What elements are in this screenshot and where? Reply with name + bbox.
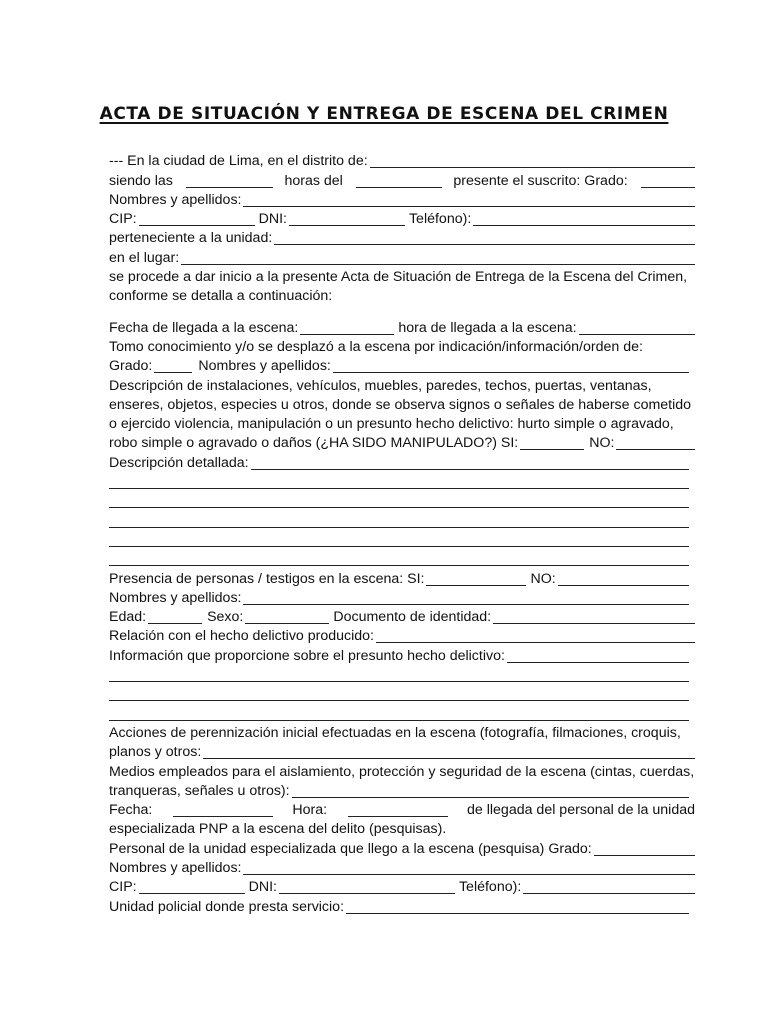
label-nombres-orden: Nombres y apellidos:	[198, 358, 331, 375]
field-telefono-pesquisa[interactable]	[523, 892, 695, 894]
field-documento[interactable]	[493, 622, 695, 624]
line-procede-1	[109, 267, 695, 286]
blank-line	[109, 684, 695, 703]
field-informacion-cont[interactable]	[109, 700, 689, 701]
line-desc-3	[109, 414, 695, 433]
text-acciones-1: Acciones de perennización inicial efectuadas en la escena (fotografía, filmaciones, croquis,	[109, 724, 681, 741]
label-medios-2: tranqueras, señales u otros):	[109, 782, 290, 799]
line-desc-2	[109, 395, 695, 414]
field-distrito[interactable]	[370, 166, 695, 168]
field-desc-detallada-cont[interactable]	[109, 507, 689, 508]
text-procede-2: conforme se detalla a continuación:	[109, 288, 333, 305]
label-distrito: --- En la ciudad de Lima, en el distrito de:	[109, 153, 368, 170]
label-hora: Hora:	[292, 802, 328, 819]
blank-line	[109, 549, 695, 568]
text-desc-1: Descripción de instalaciones, vehículos, muebles, paredes, techos, puertas, ventanas,	[109, 377, 652, 394]
field-dni-pesquisa[interactable]	[279, 892, 455, 894]
field-unidad[interactable]	[274, 243, 695, 245]
label-desc-detallada: Descripción detallada:	[109, 454, 249, 471]
field-grado-suscrito[interactable]	[641, 186, 695, 188]
label-fecha: Fecha:	[109, 802, 153, 819]
field-desc-detallada-cont[interactable]	[109, 565, 689, 566]
line-intro	[109, 151, 695, 170]
line-medios-1	[109, 761, 695, 780]
field-informacion[interactable]	[507, 661, 689, 663]
text-medios-1: Medios empleados para el aislamiento, protección y seguridad de la escena (cintas, cuerdas,	[109, 763, 695, 780]
field-manipulado-no[interactable]	[616, 448, 695, 450]
label-presencia-no: NO:	[530, 570, 556, 587]
field-nombres-suscrito[interactable]	[243, 205, 695, 207]
line-presencia	[109, 568, 695, 587]
spacer	[109, 305, 695, 317]
field-desc-detallada-cont[interactable]	[109, 488, 689, 489]
label-presente-grado: presente el suscrito: Grado:	[453, 172, 628, 189]
line-desc-1	[109, 375, 695, 394]
document-title	[0, 104, 768, 124]
label-cip-pesquisa: CIP:	[109, 879, 137, 896]
blank-line	[109, 665, 695, 684]
line-relacion	[109, 626, 695, 645]
line-personal	[109, 838, 695, 857]
line-unidad	[109, 228, 695, 247]
line-nombres-1	[109, 190, 695, 209]
line-edad-sexo	[109, 607, 695, 626]
field-cip-suscrito[interactable]	[139, 224, 255, 226]
label-en-el-lugar: en el lugar:	[109, 249, 180, 266]
label-informacion: Información que proporcione sobre el presunto hecho delictivo:	[109, 647, 505, 664]
line-nombres-pesquisa	[109, 858, 695, 877]
line-grado-nombres	[109, 356, 695, 375]
label-nombres-testigo: Nombres y apellidos:	[109, 589, 242, 606]
field-nombres-orden[interactable]	[333, 371, 689, 373]
label-de-llegada: de llegada del personal de la unidad	[467, 802, 695, 819]
field-nombres-pesquisa[interactable]	[243, 873, 695, 875]
label-telefono: Teléfono):	[408, 211, 472, 228]
text-desc-4: robo simple o agravado o daños (¿HA SIDO MANIPULADO?) SI:	[109, 435, 519, 452]
field-informacion-cont[interactable]	[109, 681, 689, 682]
label-presencia-si: Presencia de personas / testigos en la escena: SI:	[109, 570, 425, 587]
label-no: NO:	[589, 435, 615, 452]
line-siendo	[109, 170, 695, 189]
field-informacion-cont[interactable]	[109, 720, 689, 721]
field-fecha-llegada[interactable]	[300, 333, 394, 335]
line-desc-4	[109, 433, 695, 452]
field-hora-pesquisa[interactable]	[348, 815, 448, 817]
blank-line	[109, 703, 695, 722]
field-grado-orden[interactable]	[154, 371, 192, 373]
label-siendo-las: siendo las	[109, 172, 173, 189]
label-unidad-policial: Unidad policial donde presta servicio:	[109, 898, 345, 915]
line-nombres-testigo	[109, 588, 695, 607]
label-nombres-pesquisa: Nombres y apellidos:	[109, 859, 242, 876]
blank-line	[109, 530, 695, 549]
label-personal-grado: Personal de la unidad especializada que llego a la escena (pesquisa) Grado:	[109, 840, 592, 857]
label-perteneciente: perteneciente a la unidad:	[109, 230, 273, 247]
field-sexo[interactable]	[245, 622, 329, 624]
label-edad: Edad:	[109, 609, 147, 626]
field-dni-suscrito[interactable]	[289, 224, 405, 226]
line-fecha-hora	[109, 800, 695, 819]
line-tomo-conocimiento	[109, 337, 695, 356]
field-desc-detallada-cont[interactable]	[109, 546, 689, 547]
text-procede-1: se procede a dar inicio a la presente Acta de Situación de Entrega de la Escena del Crimen,	[109, 269, 688, 286]
label-acciones-2: planos y otros:	[109, 744, 202, 761]
line-lugar	[109, 247, 695, 266]
field-acciones[interactable]	[203, 757, 695, 759]
text-tomo-conocimiento: Tomo conocimiento y/o se desplazó a la escena por indicación/información/orden de:	[109, 338, 643, 355]
label-dni-pesquisa: DNI:	[248, 879, 277, 896]
label-hora-llegada: hora de llegada a la escena:	[398, 319, 577, 336]
field-manipulado-si[interactable]	[520, 448, 584, 450]
line-informacion	[109, 645, 695, 664]
field-presencia-si[interactable]	[426, 584, 526, 586]
line-procede-2	[109, 286, 695, 305]
field-fecha-pesquisa[interactable]	[173, 815, 273, 817]
blank-line	[109, 510, 695, 529]
line-acciones-1	[109, 723, 695, 742]
field-horas-del[interactable]	[356, 186, 442, 188]
field-edad[interactable]	[148, 622, 202, 624]
line-fecha-llegada	[109, 317, 695, 336]
label-relacion: Relación con el hecho delictivo producido:	[109, 628, 374, 645]
line-unidad-policial	[109, 896, 695, 915]
label-documento: Documento de identidad:	[333, 609, 492, 626]
line-medios-2	[109, 781, 695, 800]
field-lugar[interactable]	[181, 263, 695, 265]
label-horas-del: horas del	[284, 172, 343, 189]
label-sexo: Sexo:	[207, 609, 244, 626]
field-hora-llegada[interactable]	[579, 333, 695, 335]
field-unidad-policial[interactable]	[346, 912, 689, 914]
field-siendo-las[interactable]	[186, 186, 273, 188]
field-medios[interactable]	[292, 796, 689, 798]
line-acciones-2	[109, 742, 695, 761]
text-especializada: especializada PNP a la escena del delito (pesquisas).	[109, 821, 447, 838]
blank-line	[109, 491, 695, 510]
field-presencia-no[interactable]	[558, 584, 689, 586]
field-telefono-suscrito[interactable]	[473, 224, 695, 226]
line-desc-detallada	[109, 452, 695, 471]
field-cip-pesquisa[interactable]	[139, 892, 245, 894]
line-especializada	[109, 819, 695, 838]
label-cip: CIP:	[109, 211, 137, 228]
document-title-text: ACTA DE SITUACIÓN Y ENTREGA DE ESCENA DEL CRIMEN	[99, 104, 669, 124]
text-desc-3: o ejercido violencia, manipulación o un presunto hecho delictivo: hurto simple o agravado,	[109, 416, 674, 433]
label-dni: DNI:	[258, 211, 287, 228]
text-desc-2: enseres, objetos, especies u otros, donde se observa signos o señales de haberse cometido	[109, 396, 692, 413]
line-cip-1	[109, 209, 695, 228]
field-nombres-testigo[interactable]	[243, 603, 689, 605]
field-desc-detallada[interactable]	[251, 468, 689, 470]
label-telefono-pesquisa: Teléfono):	[458, 879, 522, 896]
label-fecha-llegada: Fecha de llegada a la escena:	[109, 319, 299, 336]
field-grado-pesquisa[interactable]	[594, 854, 695, 856]
label-grado: Grado:	[109, 358, 153, 375]
blank-line	[109, 472, 695, 491]
line-cip-2	[109, 877, 695, 896]
form-body	[109, 151, 695, 916]
label-nombres: Nombres y apellidos:	[109, 191, 242, 208]
field-desc-detallada-cont[interactable]	[109, 527, 689, 528]
field-relacion[interactable]	[376, 641, 695, 643]
